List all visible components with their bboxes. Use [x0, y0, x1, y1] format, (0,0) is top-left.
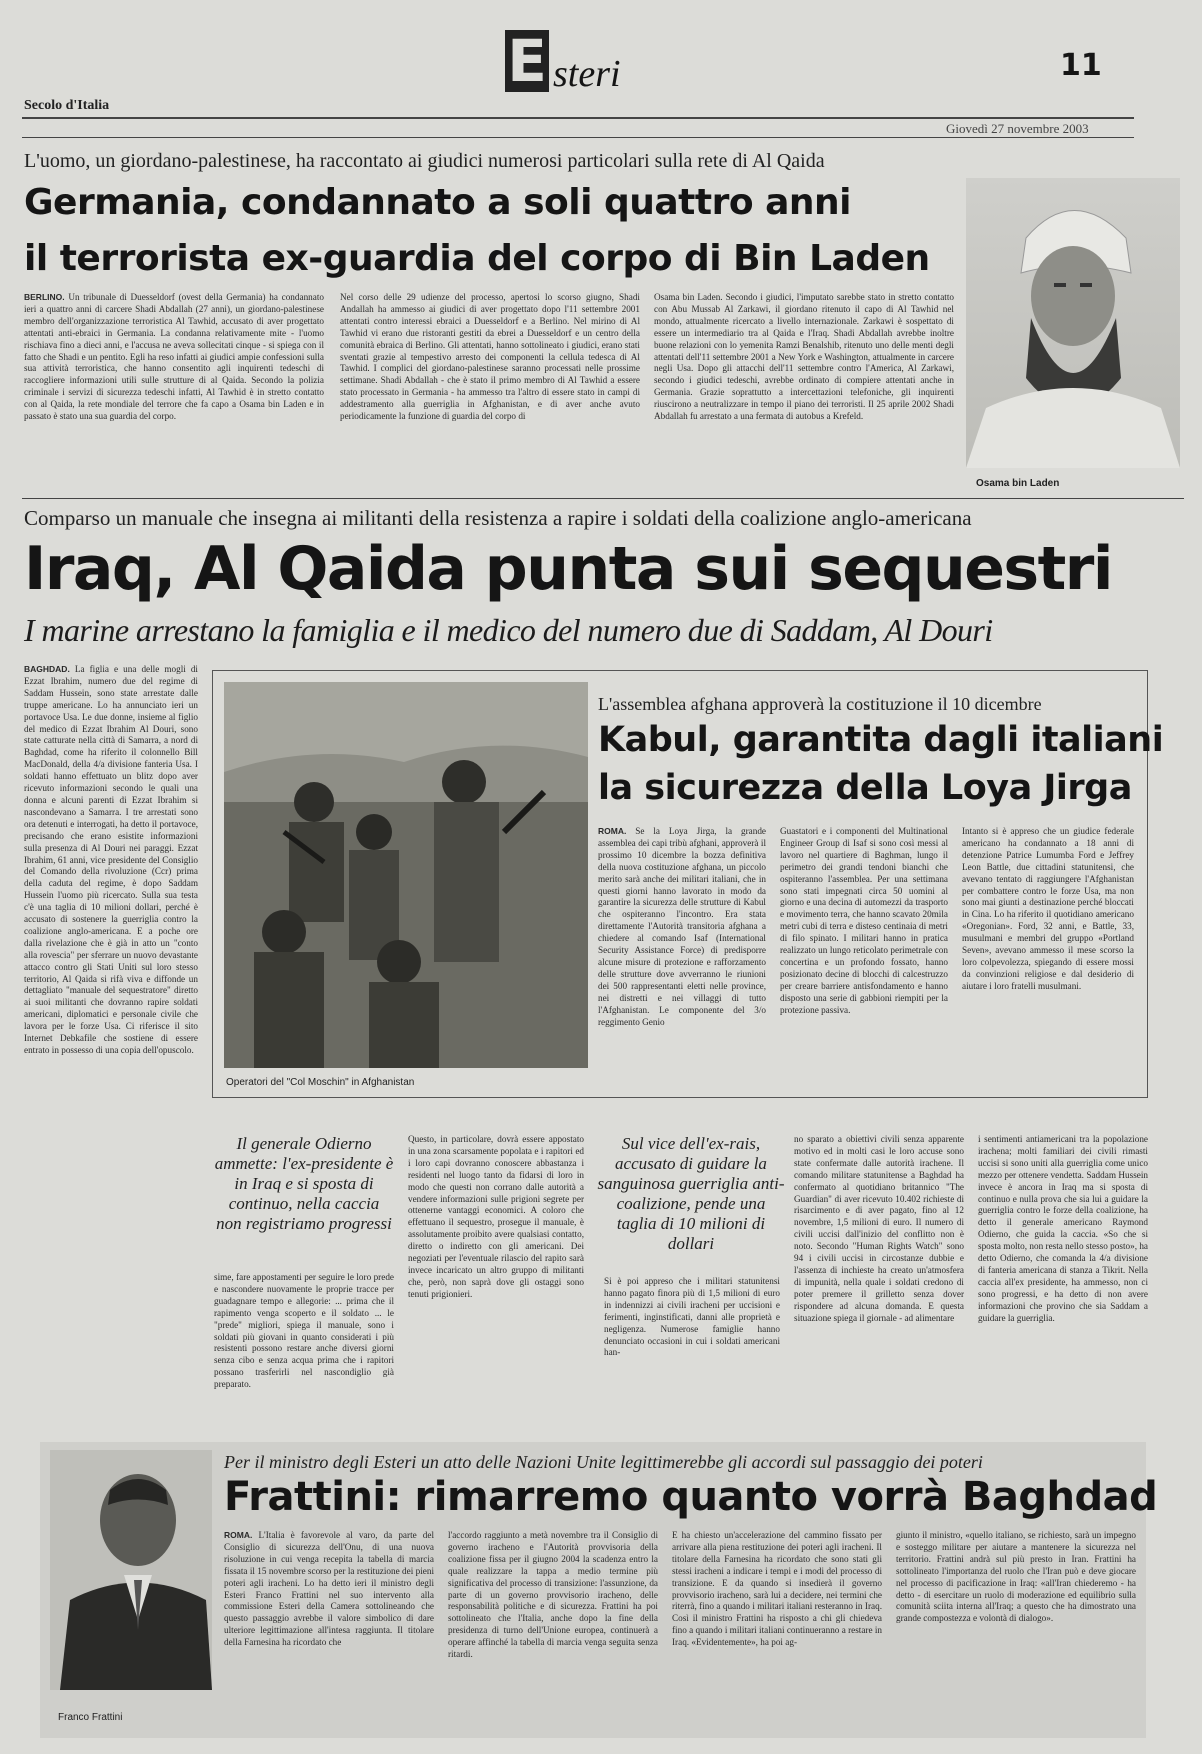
- article4-col4: giunto il ministro, «quello italiano, se richiesto, sarà un impegno e sosteggo militare per aiutare a mantenere la sicurezza nel territorio. Frattini andrà sul più presto in Iran. Frattini ha sottolineato l'importanza del ruolo che l'Iran può e deve giocare nel processo di pacificazione in Iraq: «all'Iran chiederemo - ha detto - di esercitare un ruolo di moderazione ed equilibrio sulla comunità sciita interna all'Iraq; a questo che ha dimostrato una grande compostezza e volontà di dialogo».: [896, 1530, 1136, 1624]
- article2-dateline: BAGHDAD.: [24, 664, 70, 674]
- article3-kicker: L'assemblea afghana approverà la costituzione il 10 dicembre: [598, 694, 1042, 714]
- section-initial: E: [505, 30, 549, 92]
- issue-date: Giovedì 27 novembre 2003: [946, 121, 1089, 136]
- article2-col1: [24, 664, 198, 1430]
- article2-col1-text: La figlia e una delle mogli di Ezzat Ibrahim, numero due del regime di Saddam Hussein, sono state arrestate dalle truppe americane. Lo ha annunciato ieri un portavoce Usa. Le due donne, insieme al figlio del medico di Ezzat Ibrahim Al Douri, sono state catturate nella città di Samarra, a nord di Baghdad, come ha riferito il colonnello Bill MacDonald, della 4/a divisione fanteria Usa. I soldati hanno effettuato un blitz dopo aver ricevuto informazioni secondo le quali una donna e alcuni parenti di Ezzat Ibrahim si nascondevano a Samarra. I tre arrestati sono ora detenuti e interrogati, ha detto il portavoce, precisando che erano esistite informazioni sulla presenza di Al Douri nei paraggi. Ezzat Ibrahim, 61 anni, vice presidente del Consiglio del Comando della rivoluzione (Ccr) prima della caduta del regime, è dopo Saddam Hussein l'uomo più ricercato. Sulla sua testa c'è una taglia di 10 milioni dollari, perché è accusato di sostenere la guerriglia contro la coalizione anglo-americana. E a poche ore dalla rivelazione che è già in atto un "conto alla rovescia" per sferrare un nuovo devastante attacco contro gli Stati Uniti sul loro stesso territorio, Al Qaida si rifà viva e diffonde un dettagliato "manuale del sequestratore" diretto ai suoi militanti che dovranno rapire soldati americani, diplomatici e personale civile che lavora per le forze Usa. Ci riferisce il sito Internet Debkafile che sostiene di essere entrato in possesso di una copia dell'opuscolo.: [24, 664, 198, 1055]
- frattini-caption: Franco Frattini: [58, 1712, 123, 1723]
- article3-dateline: ROMA.: [598, 826, 627, 836]
- article1-headline-2: il terrorista ex-guardia del corpo di Bin Laden: [24, 238, 930, 279]
- article3-headline-1: Kabul, garantita dagli italiani: [598, 720, 1164, 760]
- page-number: 11: [1060, 48, 1102, 83]
- article1-dateline: BERLINO.: [24, 292, 65, 302]
- article3-col2: Guastatori e i componenti del Multinational Engineer Group di Isaf si sono così messi al lavoro nel quartiere di Baghman, lungo il perimetro dei grandi tendoni bianchi che ospiteranno l'assemblea. Per una settimana sono stati impegnati circa 50 uomini al giorno e una decina di automezzi da trasporto e movimento terra, che hanno scavato 20mila metri cubi di terra e disteso centinaia di metri di filo spinato. I militari hanno in pratica realizzato un lungo reticolato perimetrale con concertina e un profondo fossato, hanno posizionato decine di blocchi di calcestruzzo per creare barriere antisfondamento e hanno disposto una serie di gabbioni riempiti per la protezione passiva.: [780, 826, 948, 1015]
- article2-subhead: I marine arrestano la famiglia e il medico del numero due di Saddam, Al Douri: [24, 612, 993, 648]
- article2-col-b5: i sentimenti antiamericani tra la popolazione irachena; molti familiari dei civili rimasti uccisi si sono uniti alla guerriglia come unico mezzo per ottenere vendetta. Saddam Hussein invece è ancora in Iraq ma si sposta di continuo e nulla prova che sia lui a guidare la guerriglia contro le forze della coalizione, ha detto il generale americano Raymond Odierno, che guida la caccia. «So che si sposta molto, non resta nello stesso posto», ha detto Odierno, che comanda la 4/a divisione di fanteria americana di stanza a Tikrit. Nella caccia all'ex presidente, ha ammesso, non ci sono progressi, e ha detto di non avere informazioni che provino che sia Saddam a guidare la guerriglia.: [978, 1134, 1148, 1323]
- article4-kicker: Per il ministro degli Esteri un atto delle Nazioni Unite legittimerebbe gli accordi sul passaggio dei poteri: [224, 1452, 983, 1472]
- article1-kicker: L'uomo, un giordano-palestinese, ha raccontato ai giudici numerosi particolari sulla rete di Al Qaida: [24, 150, 825, 172]
- osama-caption: Osama bin Laden: [976, 478, 1060, 489]
- article4-col1-text: L'Italia è favorevole al varo, da parte del Consiglio di sicurezza dell'Onu, di una nuova risoluzione in cui venga recepita la tabella di marcia fissata il 15 novembre scorso per la restituzione dei pieni poteri agli iracheni. Lo ha detto ieri il ministro degli Esteri Franco Frattini nel suo intervento alla commissione Esteri della Camera sottolineando che questo passaggio avrebbe il valore simbolico di dare ulteriore legittimazione all'intesa raggiunta. Il titolare della Farnesina ha ricordato che: [224, 1530, 434, 1648]
- article4-headline: Frattini: rimarremo quanto vorrà Baghdad: [224, 1474, 1158, 1520]
- article1-col2: Nel corso delle 29 udienze del processo, apertosi lo scorso giugno, Shadi Andallah ha ammesso ai giudici di aver progettato dopo l'11 settembre 2001 attentati contro interessi ebraici a Duesseldorf e a Berlino. Nel mirino di Al Tawhid vi erano due ristoranti gestiti da ebrei a Duesseldorf e un centro della comunità ebraica di Berlino. Gli attentati, hanno sottolineato i giudici, erano stati sventati grazie al tempestivo arresto dei componenti la cellula tedesca di Al Tawhid. I complici del giordano-palestinese saranno processati nelle prossime settimane. Shadi Abdallah - che è stato il primo membro di Al Tawhid a essere stato processato in Germania - ha ammesso tra l'altro di essere stato in campi di addestramento alla guerriglia in Afghanistan, e di aver anche avuto periodicamente la funzione di guardia del corpo di: [340, 292, 640, 422]
- date-rule: [22, 137, 1134, 138]
- article1-col1: [24, 292, 324, 478]
- article1-col3: Osama bin Laden. Secondo i giudici, l'imputato sarebbe stato in stretto contatto con Abu Mussab Al Zarkawi, il giordano ritenuto il capo di Al Tawhid nel mondo, attualmente ricercato a livello internazionale. Zarkawi è sospettato di essere un intermediario tra al Qaida e l'Iraq. Shadi Abdallah avrebbe inoltre buone relazioni con lo yemenita Ramzi Benalshib, ritenuto uno delle menti degli attentati dell'11 settembre 2001 a New York e Washington, attualmente in carcere negli Usa. Dopo gli attacchi dell'11 settembre contro l'America, Al Zarkawi, secondo i giudici tedeschi, avrebbe ordinato di compiere attentati anche in Germania. Grazie soprattutto a intercettazioni telefoniche, gli inquirenti riuscirono a neutralizzare in tempo il piano dei terroristi. Il 25 aprile 2002 Shadi Abdallah fu arrestato a una fermata di autobus a Krefeld.: [654, 292, 954, 422]
- article2-col-b3: Si è poi appreso che i militari statunitensi hanno pagato finora più di 1,5 milioni di euro in indennizzi ai civili iracheni per uccisioni e ferimenti, inginstificati, danni alle proprietà e negligenza. Numerose famiglie hanno denunciato occasioni in cui i soldati americani han-: [604, 1276, 780, 1358]
- article2-col-b2: Questo, in particolare, dovrà essere appostato in una zona scarsamente popolata e i rapitori ed i loro capi dovranno conoscere abbastanza i residenti nel luogo tanto da fidarsi di loro in modo che questi non corrano dalle autorità a vendere informazioni sulle prigioni segrete per ottenerne vantaggi economici. A coloro che effettuano il sequestro, prosegue il manuale, è assolutamente proibito avere qualsiasi contatto, diretto o indiretto con gli americani. Dei negoziati per l'eventuale rilascio del rapito sarà invece incaricato un altro gruppo di militanti che, però, non saprà dove gli ostaggi sono tenuti prigionieri.: [408, 1134, 584, 1299]
- article1-bottom-rule: [22, 498, 1184, 499]
- article4-col2: l'accordo raggiunto a metà novembre tra il Consiglio di governo iracheno e l'Autorità provvisoria della coalizione fissa per il giugno 2004 la scadenza entro la quale realizzare la tappa a medio termine più significativa del processo di transizione: l'assunzione, da parte di un governo provvisorio iracheno, delle responsabilità politiche e di sicurezza. Frattini ha poi sottolineato che l'Italia, anche dopo la fine della presidenza di turno dell'Unione europea, continuerà a operare affinché la tabella di marcia venga seguita senza ritardi.: [448, 1530, 658, 1660]
- section-title: steri: [553, 53, 621, 95]
- article3-col1: [598, 826, 766, 1088]
- paper-name: Secolo d'Italia: [24, 98, 110, 113]
- portrait-figure: [966, 178, 1180, 468]
- article2-col-b1: sime, fare appostamenti per seguire le loro prede e nascondere nuovamente le proprie tracce per guadagnare tempo e allegorie: ... prima che il rapimento venga scoperto e il soldato ... le "prede" migliori, spiega il manuale, sono i soldati più giovani in quanto considerati i più resistenti possono restare anche diversi giorni senza cibo e senza acqua prima che i rapitori possano trasferirli nel nascondiglio già preparato.: [214, 1272, 394, 1390]
- osama-photo: [966, 178, 1180, 468]
- article4-col3: E ha chiesto un'accelerazione del cammino fissato per arrivare alla piena restituzione dei poteri agli iracheni. Il titolare della Farnesina ha ricordato che sono stati gli stessi iracheni a indicare i tempi e i modi del processo di transizione. E da quando si insedierà il governo provvisorio iracheno, sarà lui a decidere, nei termini che riterrà, fino a quando i militari italiani resteranno in Iraq. Così il ministro Frattini ha risposto a chi gli chiedeva fino a quando i militari italiani continueranno a restare in Iraq. «Evidentemente», ha poi ag-: [672, 1530, 882, 1648]
- article1-headline-1: Germania, condannato a soli quattro anni: [24, 182, 852, 223]
- article2-col-b4: no sparato a obiettivi civili senza apparente motivo ed in molti casi le loro accuse sono state confermate dalle autorità irachene. Il comando militare statunitense a Baghdad ha confermato al quotidiano britannico "The Guardian" di aver ricevuto 10.402 richieste di risarcimento e di aver pagato, fino al 12 novembre, 1,5 milioni di euro. Il numero di civili uccisi dall'inizio del conflitto non è noto. Secondo "Human Rights Watch" sono 94 i civili uccisi in circostanze dubbie e l'assenza di inchieste ha creato un'atmosfera di impunità, nella quale i soldati credono di poter premere il grilletto senza dover rispondere ad alcuna domanda. E questa situazione spiega il giornale - ad alimentare: [794, 1134, 964, 1323]
- frattini-photo: [50, 1450, 212, 1690]
- article4-col1: [224, 1530, 434, 1730]
- article4-dateline: ROMA.: [224, 1530, 253, 1540]
- pull-quote-odierno: Il generale Odierno ammette: l'ex-presidente è in Iraq e si sposta di continuo, nella caccia non registriamo progressi: [214, 1134, 394, 1233]
- pull-quote-taglia: Sul vice dell'ex-rais, accusato di guidare la sanguinosa guerriglia anti-coalizione, pende una taglia di 10 milioni di dollari: [597, 1134, 785, 1253]
- article3-col1-text: Se la Loya Jirga, la grande assemblea dei capi tribù afghani, approverà il prossimo 10 dicembre la bozza definitiva della nuova costituzione afghana, un piccolo merito sarà anche dei militari italiani, che in questi giorni hanno lavorato in modo da garantire la sicurezza delle strutture di Kabul che ospiteranno l'incontro. Era stata direttamente l'Autorità transitoria afghana a chiedere al comando Isaf (International Security Assistance Force) di predisporre alcune misure di protezione e rafforzamento delle strutture dove avverranno le riunioni dei 500 rappresentanti eletti nelle province, nei distretti e nei villaggi di tutto l'Afghanistan. Le componente del 3/o reggimento Genio: [598, 826, 766, 1027]
- article2-headline: Iraq, Al Qaida punta sui sequestri: [24, 534, 1112, 604]
- article2-kicker: Comparso un manuale che insegna ai militanti della resistenza a rapire i soldati della coalizione anglo-americana: [24, 506, 972, 530]
- soldiers-caption: Operatori del "Col Moschin" in Afghanistan: [226, 1077, 415, 1088]
- article3-headline-2: la sicurezza della Loya Jirga: [598, 768, 1132, 808]
- article3-col3: Intanto si è appreso che un giudice federale americano ha condannato a 18 anni di detenzione Patrice Lumumba Ford e Jeffrey Leon Battle, due cittadini statunitensi, che avevano tentato di raggiungere l'Afghanistan per combattere contro le forze Usa, ma non sono mai giunti a destinazione perché bloccati in Cina. Lo ha riferito il quotidiano americano «Oregonian». Ford, 32 anni, e Battle, 33, musulmani e membri del gruppo «Portland Seven», avevano ammesso il mese scorso la loro colpevolezza, spiegando di essere mossi da convinzioni religiose e dal desiderio di aiutare i loro fratelli musulmani.: [962, 826, 1134, 991]
- frattini-figure: [50, 1450, 212, 1690]
- soldiers-figure: [224, 682, 588, 1068]
- article1-col1-text: Un tribunale di Duesseldorf (ovest della Germania) ha condannato ieri a quattro anni di carcere Shadi Abdallah (27 anni), un giordano-palestinese membro dell'organizzazione terroristica Al Tawhid, accusato di aver progettato attentati anti-ebraici in Germania. La condanna relativamente mite - l'uomo rischiava fino a dieci anni, e l'accusa ne aveva sollecitati cinque - si spiega con il fatto che Shadi e un pentito. Egli ha reso infatti ai giudici ampie confessioni sulla sua attività terroristica, che hanno consentito agli inquirenti tedeschi di raccogliere informazioni utili sulle strutture di al Qaida. Secondo la polizia criminale i servizi di sicurezza tedeschi infatti, Al Tawhid è in stretto contatto con al Qaida, la rete mondiale del terrore che fa capo a Osama bin Laden e in passato è stato una sua guardia del corpo.: [24, 292, 324, 422]
- masthead-rule: [22, 117, 1134, 119]
- soldiers-photo: [224, 682, 588, 1068]
